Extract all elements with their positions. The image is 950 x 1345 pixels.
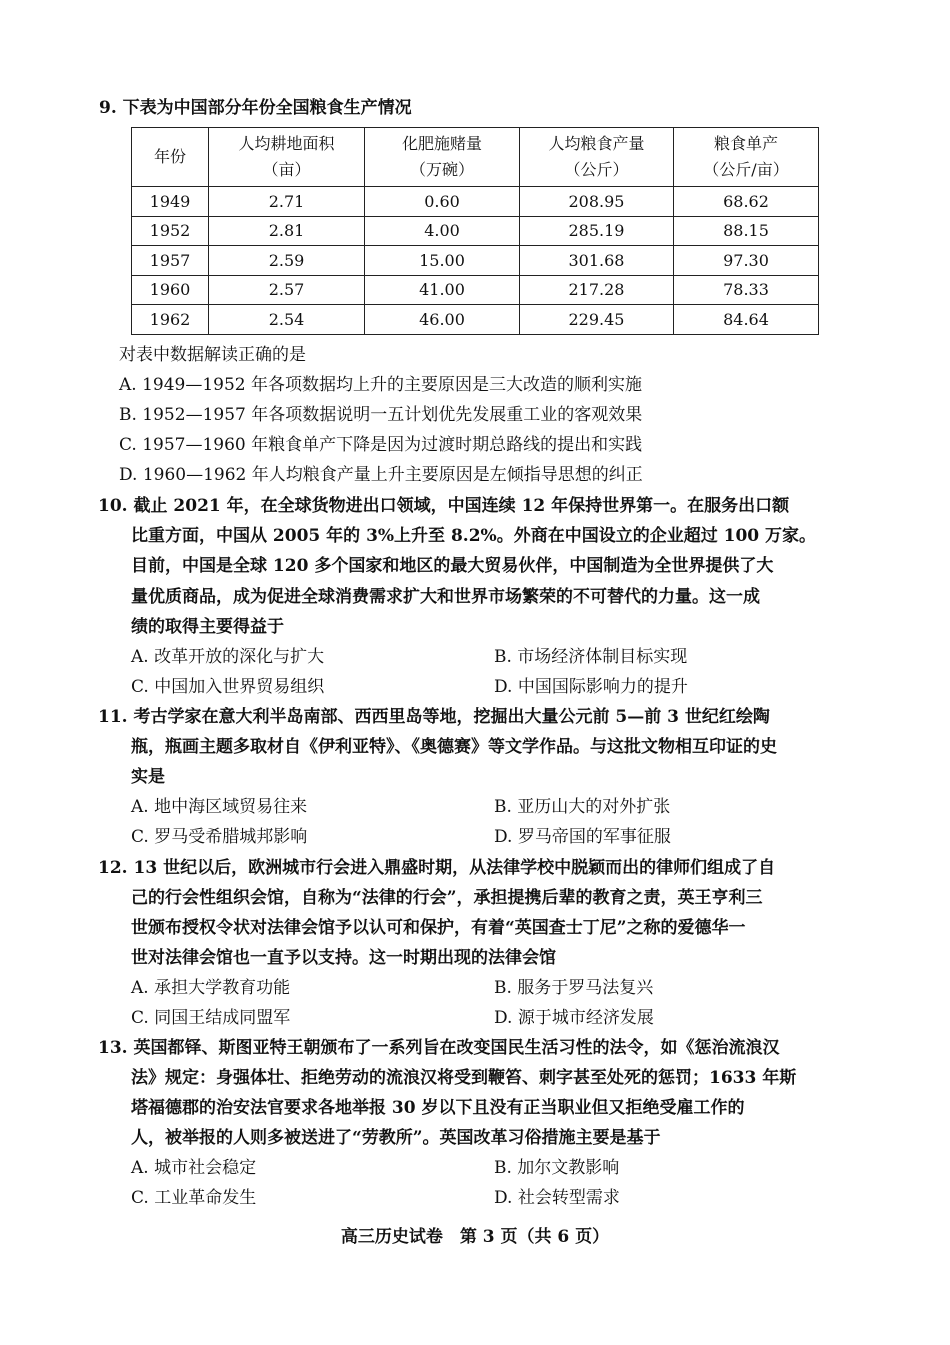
- table-cell: 2.57: [209, 275, 365, 305]
- table-cell: 2.59: [209, 246, 365, 276]
- table-row: [132, 216, 819, 246]
- q11-option-d: D. 罗马帝国的军事征服: [494, 827, 671, 847]
- table-cell: 0.60: [365, 187, 520, 217]
- q13-option-b: B. 加尔文教影响: [494, 1158, 620, 1178]
- q12-line-3: 世颁布授权令状对法律会馆予以认可和保护，有着“英国查士丁尼”之称的爱德华一: [131, 918, 746, 938]
- table-cell: 84.64: [674, 305, 819, 335]
- q9-option-c: C. 1957—1960 年粮食单产下降是因为过渡时期总路线的提出和实践: [119, 435, 643, 455]
- q11-option-c: C. 罗马受希腊城邦影响: [131, 827, 308, 847]
- q9-option-a: A. 1949—1952 年各项数据均上升的主要原因是三大改造的顺利实施: [119, 375, 643, 395]
- q11-line-1: 11. 考古学家在意大利半岛南部、西西里岛等地，挖掘出大量公元前 5—前 3 世纪红绘陶: [98, 707, 770, 727]
- q10-option-c: C. 中国加入世界贸易组织: [131, 677, 325, 697]
- q10-line-5: 绩的取得主要得益于: [131, 617, 284, 637]
- q10-option-a: A. 改革开放的深化与扩大: [131, 647, 325, 667]
- q11-option-a: A. 地中海区域贸易往来: [131, 797, 308, 817]
- table-cell: 4.00: [365, 216, 520, 246]
- table-cell: 285.19: [520, 216, 674, 246]
- q13-option-d: D. 社会转型需求: [494, 1188, 620, 1208]
- table-row: [132, 305, 819, 335]
- page-footer: 高三历史试卷 第 3 页（共 6 页）: [340, 1227, 610, 1247]
- q11-option-b: B. 亚历山大的对外扩张: [494, 797, 671, 817]
- table-cell: 2.81: [209, 216, 365, 246]
- q13-line-1: 13. 英国都铎、斯图亚特王朝颁布了一系列旨在改变国民生活习性的法令，如《惩治流浪汉: [98, 1038, 780, 1058]
- table-cell: 229.45: [520, 305, 674, 335]
- table-header-row: [132, 128, 819, 187]
- table-cell: 2.54: [209, 305, 365, 335]
- table-row: [132, 246, 819, 276]
- table-cell: 41.00: [365, 275, 520, 305]
- q9-option-d: D. 1960—1962 年人均粮食产量上升主要原因是左倾指导思想的纠正: [119, 465, 643, 485]
- header-year: 年份: [132, 128, 209, 187]
- table-cell: 15.00: [365, 246, 520, 276]
- q10-line-2: 比重方面，中国从 2005 年的 3%上升至 8.2%。外商在中国设立的企业超过 100 万家。: [131, 526, 817, 546]
- q10-option-d: D. 中国国际影响力的提升: [494, 677, 688, 697]
- table-cell: 208.95: [520, 187, 674, 217]
- table-cell: 1952: [132, 216, 209, 246]
- q10-line-4: 量优质商品，成为促进全球消费需求扩大和世界市场繁荣的不可替代的力量。这一成: [131, 587, 760, 607]
- q11-line-2: 瓶，瓶画主题多取材自《伊利亚特》、《奥德赛》等文学作品。与这批文物相互印证的史: [131, 737, 777, 757]
- table-row: [132, 275, 819, 305]
- q9-stem: 9. 下表为中国部分年份全国粮食生产情况: [99, 98, 412, 118]
- table-cell: 217.28: [520, 275, 674, 305]
- q10-line-1: 10. 截止 2021 年，在全球货物进出口领域，中国连续 12 年保持世界第一。在服务出口额: [98, 496, 790, 516]
- table-cell: 78.33: [674, 275, 819, 305]
- q12-option-b: B. 服务于罗马法复兴: [494, 978, 654, 998]
- q13-option-c: C. 工业革命发生: [131, 1188, 257, 1208]
- q9-option-b: B. 1952—1957 年各项数据说明一五计划优先发展重工业的客观效果: [119, 405, 643, 425]
- q12-option-a: A. 承担大学教育功能: [131, 978, 291, 998]
- header-fertilizer: 化肥施赌量 （万碗）: [365, 128, 520, 187]
- q12-option-d: D. 源于城市经济发展: [494, 1008, 654, 1028]
- table-cell: 1960: [132, 275, 209, 305]
- table-cell: 88.15: [674, 216, 819, 246]
- header-grain-per-capita: 人均粮食产量 （公斤）: [520, 128, 674, 187]
- q12-option-c: C. 同国王结成同盟军: [131, 1008, 291, 1028]
- header-arable-land: 人均耕地面积 （亩）: [209, 128, 365, 187]
- q13-option-a: A. 城市社会稳定: [131, 1158, 257, 1178]
- q11-line-3: 实是: [131, 767, 165, 787]
- q13-line-3: 塔福德郡的治安法官要求各地举报 30 岁以下且没有正当职业但又拒绝受雇工作的: [131, 1098, 745, 1118]
- q9-question: 对表中数据解读正确的是: [119, 345, 306, 365]
- table-cell: 1962: [132, 305, 209, 335]
- table-cell: 1949: [132, 187, 209, 217]
- q12-line-1: 12. 13 世纪以后，欧洲城市行会进入鼎盛时期，从法律学校中脱颖而出的律师们组成了自: [98, 858, 776, 878]
- table-cell: 1957: [132, 246, 209, 276]
- q12-line-2: 己的行会性组织会馆，自称为“法律的行会”，承担提携后辈的教育之责，英王亨利三: [131, 888, 763, 908]
- header-grain-yield: 粮食单产 （公斤/亩）: [674, 128, 819, 187]
- q13-line-4: 人，被举报的人则多被送进了“劳教所”。英国改革习俗措施主要是基于: [131, 1128, 661, 1148]
- table-cell: 46.00: [365, 305, 520, 335]
- grain-production-table: [131, 127, 819, 335]
- q10-option-b: B. 市场经济体制目标实现: [494, 647, 688, 667]
- q10-line-3: 目前，中国是全球 120 多个国家和地区的最大贸易伙伴，中国制造为全世界提供了大: [131, 556, 774, 576]
- table-row: [132, 187, 819, 217]
- q12-line-4: 世对法律会馆也一直予以支持。这一时期出现的法律会馆: [131, 948, 556, 968]
- q13-line-2: 法》规定：身强体壮、拒绝劳动的流浪汉将受到鞭笞、刺字甚至处死的惩罚；1633 年斯: [131, 1068, 797, 1088]
- table-cell: 68.62: [674, 187, 819, 217]
- table-cell: 97.30: [674, 246, 819, 276]
- table-cell: 301.68: [520, 246, 674, 276]
- table-cell: 2.71: [209, 187, 365, 217]
